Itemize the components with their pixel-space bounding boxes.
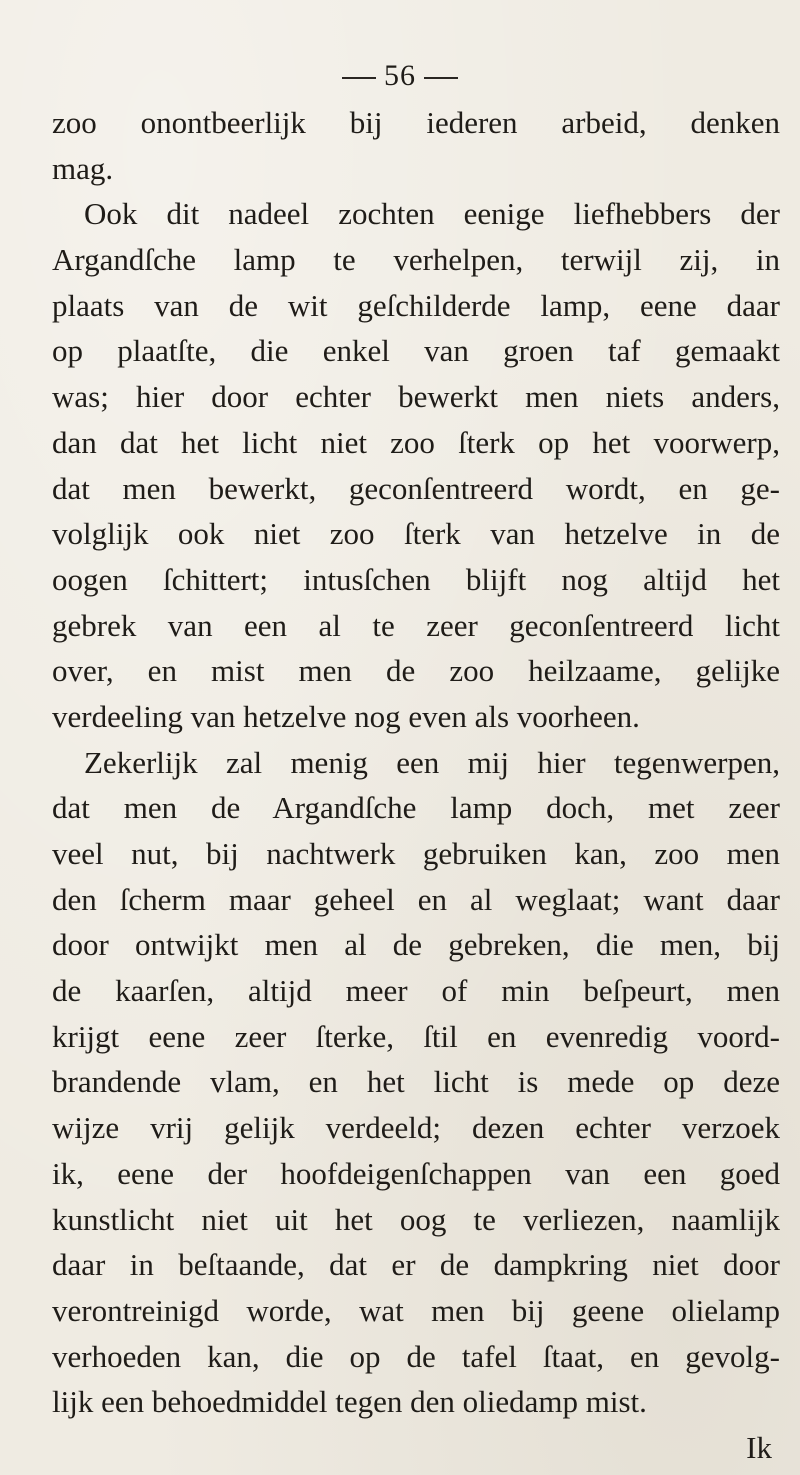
text-line: Ook dit nadeel zochten eenige liefhebbers der [84,196,780,232]
text-line: door ontwijkt men al de gebreken, die men, bij [52,927,780,963]
text-line: kunstlicht niet uit het oog te verliezen, naamlijk [52,1201,780,1237]
body-text [52,100,780,1471]
text-line: wijze vrij gelijk verdeeld; dezen echter verzoek [52,1110,780,1146]
text-line: gebrek van een al te zeer geconſentreerd licht [52,607,780,643]
text-line: daar in beſtaande, dat er de dampkring niet door [52,1247,780,1283]
text-line: over, en mist men de zoo heilzaame, gelijke [52,653,780,689]
text-line: brandende vlam, en het licht is mede op deze [52,1064,780,1100]
page-number-value: 56 [384,59,416,92]
text-line: veel nut, bij nachtwerk gebruiken kan, zoo men [52,836,780,871]
text-line: ik, eene der hoofdeigenſchappen van een goed [52,1155,780,1191]
text-line: oogen ſchittert; intusſchen blijft nog altijd het [52,561,780,597]
text-line: zoo onontbeerlijk bij iederen arbeid, denken [52,105,780,140]
text-line: mag. [52,150,114,186]
page-number-dash-left [342,77,376,79]
text-line: de kaarſen, altijd meer of min beſpeurt, men [52,973,780,1009]
text-line: volglijk ook niet zoo ſterk van hetzelve in de [52,516,780,552]
text-line: Argandſche lamp te verhelpen, terwijl zij, in [52,242,780,278]
text-line: lijk een behoedmiddel tegen den oliedamp mist. [52,1384,647,1420]
text-line: dan dat het licht niet zoo ſterk op het voorwerp, [52,424,780,460]
text-line: verhoeden kan, die op de tafel ſtaat, en gevolg- [52,1338,780,1374]
text-line: was; hier door echter bewerkt men niets anders, [52,379,780,415]
page-number-dash-right [424,77,458,79]
text-line: krijgt eene zeer ſterke, ſtil en evenredig voord- [52,1018,780,1054]
catchword: Ik [746,1429,772,1465]
text-line: dat men de Argandſche lamp doch, met zeer [52,790,780,826]
text-line: plaats van de wit geſchilderde lamp, eene daar [52,287,780,323]
text-line: op plaatſte, die enkel van groen taf gemaakt [52,333,780,369]
text-line: Zekerlijk zal menig een mij hier tegenwerpen, [84,744,780,780]
text-line: dat men bewerkt, geconſentreerd wordt, en ge- [52,470,780,506]
text-line: den ſcherm maar geheel en al weglaat; want daar [52,881,780,917]
page-number [0,58,800,94]
text-line: verontreinigd worde, wat men bij geene olielamp [52,1292,780,1328]
text-line: verdeeling van hetzelve nog even als voorheen. [52,698,640,734]
